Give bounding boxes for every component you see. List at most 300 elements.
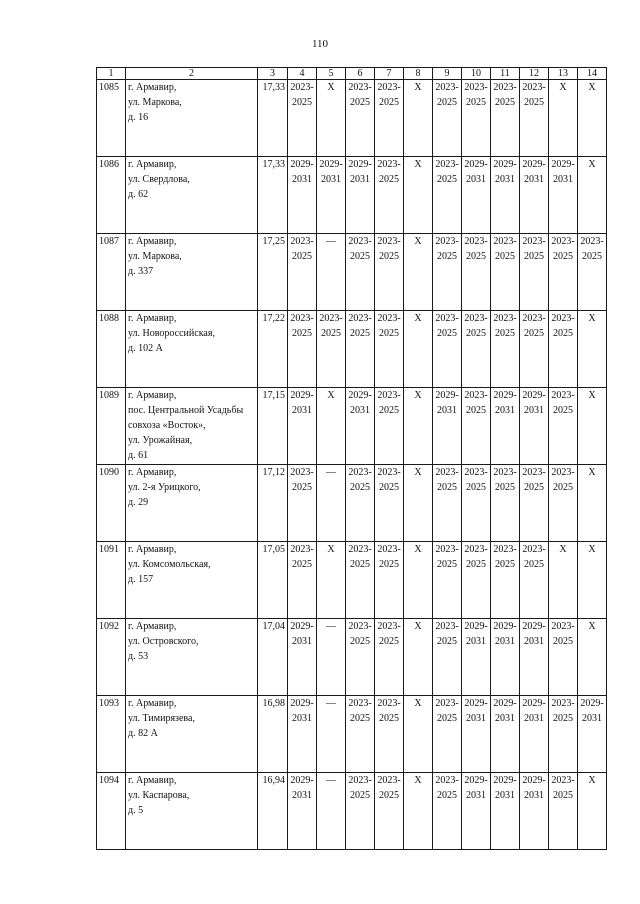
column-header-11: 11 xyxy=(491,68,520,80)
column-header-12: 12 xyxy=(520,68,549,80)
period-cell-col-7 xyxy=(375,773,404,850)
cell-line: 2031 xyxy=(350,405,370,416)
period-cell-col-4 xyxy=(288,80,317,157)
cell-line: д. 62 xyxy=(128,189,149,200)
period-cell-col-4 xyxy=(288,696,317,773)
period-cell-col-6 xyxy=(346,773,375,850)
cell-line: ул. Новороссийская, xyxy=(128,328,215,339)
schedule-table xyxy=(96,67,607,850)
cell-line: 2025 xyxy=(379,251,399,262)
cell-line: X xyxy=(559,544,567,555)
column-header-1: 1 xyxy=(97,68,126,80)
period-cell-col-13 xyxy=(549,696,578,773)
area-cell: 16,94 xyxy=(258,773,288,850)
period-cell-col-11 xyxy=(491,696,520,773)
address-cell xyxy=(126,311,258,388)
period-cell-col-5 xyxy=(317,157,346,234)
row-number: 1087 xyxy=(97,234,126,311)
row-number: 1093 xyxy=(97,696,126,773)
period-cell-col-14 xyxy=(578,311,607,388)
column-header-2: 2 xyxy=(126,68,258,80)
cell-line: 2025 xyxy=(466,559,486,570)
column-header-14: 14 xyxy=(578,68,607,80)
area-cell: 17,05 xyxy=(258,542,288,619)
period-cell-col-14 xyxy=(578,234,607,311)
period-cell-col-9 xyxy=(433,80,462,157)
period-cell-col-13 xyxy=(549,157,578,234)
cell-line: 2023- xyxy=(290,82,314,93)
cell-line: 2023- xyxy=(522,82,546,93)
cell-line: 2029- xyxy=(580,698,604,709)
period-cell-col-5 xyxy=(317,696,346,773)
area-cell: 16,98 xyxy=(258,696,288,773)
period-cell-col-13 xyxy=(549,234,578,311)
cell-line: 2025 xyxy=(379,790,399,801)
cell-line: 2025 xyxy=(437,328,457,339)
period-cell-col-9 xyxy=(433,773,462,850)
cell-line: 2029- xyxy=(319,159,343,170)
cell-line: 2029- xyxy=(435,390,459,401)
cell-line: 2031 xyxy=(292,636,312,647)
cell-line: — xyxy=(326,698,336,709)
address-cell xyxy=(126,773,258,850)
cell-line: 2023- xyxy=(290,313,314,324)
period-cell-col-13 xyxy=(549,388,578,465)
cell-line: г. Армавир, xyxy=(128,467,177,478)
period-cell-col-11 xyxy=(491,80,520,157)
cell-line: X xyxy=(588,82,596,93)
cell-line: 2031 xyxy=(553,174,573,185)
cell-line: ул. Свердлова, xyxy=(128,174,190,185)
cell-line: 2023- xyxy=(435,82,459,93)
period-cell-col-4 xyxy=(288,311,317,388)
cell-line: 2023- xyxy=(493,236,517,247)
row-number: 1094 xyxy=(97,773,126,850)
cell-line: 2029- xyxy=(522,159,546,170)
period-cell-col-10 xyxy=(462,773,491,850)
cell-line: X xyxy=(588,544,596,555)
cell-line: 2031 xyxy=(466,713,486,724)
cell-line: 2031 xyxy=(466,174,486,185)
table-row xyxy=(97,388,607,465)
area-cell: 17,33 xyxy=(258,157,288,234)
period-cell-col-11 xyxy=(491,773,520,850)
cell-line: 2023- xyxy=(290,544,314,555)
cell-line: 2025 xyxy=(437,251,457,262)
cell-line: 2025 xyxy=(553,328,573,339)
period-cell-col-10 xyxy=(462,619,491,696)
period-cell-col-14 xyxy=(578,542,607,619)
cell-line: д. 61 xyxy=(128,450,149,461)
cell-line: 2025 xyxy=(553,251,573,262)
period-cell-col-11 xyxy=(491,465,520,542)
period-cell-col-14 xyxy=(578,619,607,696)
cell-line: д. 337 xyxy=(128,266,154,277)
cell-line: X xyxy=(414,698,422,709)
cell-line: 2031 xyxy=(524,790,544,801)
cell-line: 2029- xyxy=(493,390,517,401)
period-cell-col-4 xyxy=(288,542,317,619)
period-cell-col-9 xyxy=(433,388,462,465)
cell-line: 2029- xyxy=(464,698,488,709)
cell-line: 2023- xyxy=(435,698,459,709)
period-cell-col-14 xyxy=(578,80,607,157)
table-row xyxy=(97,619,607,696)
address-cell xyxy=(126,388,258,465)
cell-line: X xyxy=(588,390,596,401)
cell-line: 2029- xyxy=(348,390,372,401)
period-cell-col-4 xyxy=(288,465,317,542)
cell-line: — xyxy=(326,621,336,632)
area-cell: 17,33 xyxy=(258,80,288,157)
cell-line: 2025 xyxy=(437,790,457,801)
cell-line: 2029- xyxy=(464,621,488,632)
cell-line: ул. Урожайная, xyxy=(128,435,193,446)
cell-line: 2025 xyxy=(379,97,399,108)
table-row xyxy=(97,465,607,542)
cell-line: 2029- xyxy=(290,698,314,709)
cell-line: 2031 xyxy=(350,174,370,185)
cell-line: 2029- xyxy=(493,698,517,709)
cell-line: 2029- xyxy=(348,159,372,170)
cell-line: 2031 xyxy=(524,636,544,647)
cell-line: 2025 xyxy=(437,482,457,493)
cell-line: 2023- xyxy=(464,82,488,93)
period-cell-col-10 xyxy=(462,388,491,465)
cell-line: 2031 xyxy=(292,405,312,416)
period-cell-col-10 xyxy=(462,542,491,619)
cell-line: 2025 xyxy=(466,97,486,108)
cell-line: 2025 xyxy=(350,636,370,647)
cell-line: 2025 xyxy=(582,251,602,262)
period-cell-col-8 xyxy=(404,80,433,157)
column-header-13: 13 xyxy=(549,68,578,80)
cell-line: 2023- xyxy=(377,390,401,401)
period-cell-col-12 xyxy=(520,234,549,311)
cell-line: 2023- xyxy=(551,621,575,632)
cell-line: 2023- xyxy=(348,621,372,632)
cell-line: 2029- xyxy=(464,775,488,786)
period-cell-col-10 xyxy=(462,465,491,542)
cell-line: 2023- xyxy=(319,313,343,324)
cell-line: 2025 xyxy=(524,251,544,262)
cell-line: X xyxy=(559,82,567,93)
period-cell-col-12 xyxy=(520,157,549,234)
period-cell-col-4 xyxy=(288,388,317,465)
cell-line: 2023- xyxy=(551,698,575,709)
cell-line: 2025 xyxy=(553,713,573,724)
cell-line: 2031 xyxy=(495,790,515,801)
cell-line: 2025 xyxy=(379,405,399,416)
period-cell-col-11 xyxy=(491,157,520,234)
period-cell-col-12 xyxy=(520,696,549,773)
period-cell-col-5 xyxy=(317,234,346,311)
period-cell-col-11 xyxy=(491,234,520,311)
cell-line: 2025 xyxy=(350,790,370,801)
cell-line: ул. Маркова, xyxy=(128,97,182,108)
cell-line: 2031 xyxy=(292,713,312,724)
cell-line: 2031 xyxy=(524,713,544,724)
table-row xyxy=(97,311,607,388)
period-cell-col-8 xyxy=(404,234,433,311)
area-cell: 17,22 xyxy=(258,311,288,388)
cell-line: г. Армавир, xyxy=(128,390,177,401)
cell-line: 2031 xyxy=(495,405,515,416)
period-cell-col-5 xyxy=(317,619,346,696)
period-cell-col-9 xyxy=(433,696,462,773)
period-cell-col-5 xyxy=(317,542,346,619)
cell-line: г. Армавир, xyxy=(128,775,177,786)
cell-line: 2023- xyxy=(377,313,401,324)
cell-line: 2029- xyxy=(493,775,517,786)
period-cell-col-6 xyxy=(346,465,375,542)
period-cell-col-5 xyxy=(317,773,346,850)
period-cell-col-6 xyxy=(346,388,375,465)
cell-line: 2031 xyxy=(495,713,515,724)
address-cell xyxy=(126,465,258,542)
cell-line: 2025 xyxy=(495,482,515,493)
period-cell-col-12 xyxy=(520,465,549,542)
period-cell-col-8 xyxy=(404,465,433,542)
period-cell-col-4 xyxy=(288,157,317,234)
cell-line: 2031 xyxy=(495,174,515,185)
cell-line: X xyxy=(414,621,422,632)
column-header-4: 4 xyxy=(288,68,317,80)
cell-line: 2025 xyxy=(292,97,312,108)
cell-line: г. Армавир, xyxy=(128,621,177,632)
cell-line: 2023- xyxy=(435,236,459,247)
cell-line: — xyxy=(326,236,336,247)
table-row xyxy=(97,696,607,773)
period-cell-col-6 xyxy=(346,696,375,773)
table-row xyxy=(97,80,607,157)
cell-line: 2023- xyxy=(522,467,546,478)
period-cell-col-11 xyxy=(491,311,520,388)
period-cell-col-5 xyxy=(317,311,346,388)
cell-line: 2029- xyxy=(522,698,546,709)
cell-line: 2029- xyxy=(493,159,517,170)
cell-line: 2023- xyxy=(551,313,575,324)
cell-line: 2029- xyxy=(290,775,314,786)
column-header-7: 7 xyxy=(375,68,404,80)
period-cell-col-8 xyxy=(404,311,433,388)
cell-line: 2031 xyxy=(495,636,515,647)
cell-line: 2025 xyxy=(379,482,399,493)
cell-line: 2023- xyxy=(377,698,401,709)
period-cell-col-13 xyxy=(549,773,578,850)
cell-line: 2023- xyxy=(464,467,488,478)
cell-line: ул. 2-я Урицкого, xyxy=(128,482,201,493)
cell-line: X xyxy=(414,775,422,786)
cell-line: 2025 xyxy=(524,328,544,339)
cell-line: 2023- xyxy=(435,159,459,170)
period-cell-col-8 xyxy=(404,388,433,465)
cell-line: 2025 xyxy=(379,328,399,339)
period-cell-col-6 xyxy=(346,619,375,696)
cell-line: 2023- xyxy=(435,775,459,786)
cell-line: 2025 xyxy=(553,482,573,493)
cell-line: 2023- xyxy=(551,236,575,247)
cell-line: 2023- xyxy=(580,236,604,247)
cell-line: X xyxy=(414,82,422,93)
cell-line: 2031 xyxy=(524,405,544,416)
cell-line: 2025 xyxy=(524,97,544,108)
area-cell: 17,25 xyxy=(258,234,288,311)
cell-line: 2031 xyxy=(292,790,312,801)
cell-line: 2025 xyxy=(437,174,457,185)
area-cell: 17,12 xyxy=(258,465,288,542)
cell-line: 2025 xyxy=(292,251,312,262)
row-number: 1091 xyxy=(97,542,126,619)
cell-line: 2023- xyxy=(551,775,575,786)
cell-line: 2025 xyxy=(379,559,399,570)
table-body xyxy=(97,68,607,850)
period-cell-col-4 xyxy=(288,773,317,850)
cell-line: ул. Каспарова, xyxy=(128,790,190,801)
cell-line: 2023- xyxy=(493,467,517,478)
row-number: 1089 xyxy=(97,388,126,465)
cell-line: 2023- xyxy=(464,313,488,324)
cell-line: — xyxy=(326,775,336,786)
cell-line: 2025 xyxy=(466,405,486,416)
period-cell-col-6 xyxy=(346,542,375,619)
period-cell-col-14 xyxy=(578,388,607,465)
cell-line: 2025 xyxy=(350,559,370,570)
cell-line: X xyxy=(588,775,596,786)
cell-line: г. Армавир, xyxy=(128,82,177,93)
cell-line: 2025 xyxy=(350,328,370,339)
cell-line: 2025 xyxy=(553,790,573,801)
cell-line: 2025 xyxy=(379,174,399,185)
period-cell-col-8 xyxy=(404,696,433,773)
period-cell-col-7 xyxy=(375,465,404,542)
period-cell-col-7 xyxy=(375,542,404,619)
cell-line: 2029- xyxy=(290,159,314,170)
cell-line: 2025 xyxy=(350,97,370,108)
column-header-9: 9 xyxy=(433,68,462,80)
cell-line: 2025 xyxy=(350,251,370,262)
address-cell xyxy=(126,619,258,696)
cell-line: 2025 xyxy=(466,328,486,339)
period-cell-col-9 xyxy=(433,465,462,542)
cell-line: 2025 xyxy=(292,328,312,339)
period-cell-col-11 xyxy=(491,619,520,696)
cell-line: ул. Комсомольская, xyxy=(128,559,211,570)
cell-line: 2023- xyxy=(493,82,517,93)
cell-line: 2025 xyxy=(524,559,544,570)
table-row xyxy=(97,157,607,234)
cell-line: X xyxy=(414,313,422,324)
cell-line: 2023- xyxy=(377,775,401,786)
cell-line: 2025 xyxy=(466,251,486,262)
cell-line: 2025 xyxy=(495,97,515,108)
period-cell-col-6 xyxy=(346,157,375,234)
cell-line: 2023- xyxy=(377,621,401,632)
cell-line: 2023- xyxy=(435,544,459,555)
cell-line: X xyxy=(327,544,335,555)
cell-line: 2023- xyxy=(464,390,488,401)
table-row xyxy=(97,773,607,850)
period-cell-col-9 xyxy=(433,311,462,388)
period-cell-col-9 xyxy=(433,234,462,311)
area-cell: 17,04 xyxy=(258,619,288,696)
cell-line: 2031 xyxy=(524,174,544,185)
cell-line: 2029- xyxy=(522,775,546,786)
page-number: 110 xyxy=(311,38,329,50)
cell-line: 2023- xyxy=(493,544,517,555)
cell-line: — xyxy=(326,467,336,478)
cell-line: 2025 xyxy=(495,251,515,262)
cell-line: д. 16 xyxy=(128,112,149,123)
cell-line: 2025 xyxy=(437,713,457,724)
cell-line: X xyxy=(588,621,596,632)
cell-line: 2029- xyxy=(522,621,546,632)
cell-line: X xyxy=(588,313,596,324)
period-cell-col-13 xyxy=(549,619,578,696)
cell-line: 2023- xyxy=(522,236,546,247)
cell-line: 2025 xyxy=(292,559,312,570)
row-number: 1090 xyxy=(97,465,126,542)
period-cell-col-12 xyxy=(520,388,549,465)
cell-line: 2025 xyxy=(350,713,370,724)
period-cell-col-12 xyxy=(520,311,549,388)
cell-line: 2029- xyxy=(522,390,546,401)
row-number: 1088 xyxy=(97,311,126,388)
cell-line: совхоза «Восток», xyxy=(128,420,206,431)
cell-line: 2025 xyxy=(437,559,457,570)
period-cell-col-10 xyxy=(462,234,491,311)
cell-line: г. Армавир, xyxy=(128,313,177,324)
cell-line: 2023- xyxy=(464,236,488,247)
cell-line: 2031 xyxy=(292,174,312,185)
cell-line: 2025 xyxy=(524,482,544,493)
period-cell-col-10 xyxy=(462,157,491,234)
cell-line: ул. Маркова, xyxy=(128,251,182,262)
period-cell-col-7 xyxy=(375,388,404,465)
cell-line: 2025 xyxy=(466,482,486,493)
period-cell-col-6 xyxy=(346,234,375,311)
cell-line: 2023- xyxy=(522,313,546,324)
cell-line: 2023- xyxy=(377,82,401,93)
cell-line: д. 53 xyxy=(128,651,149,662)
period-cell-col-8 xyxy=(404,542,433,619)
cell-line: 2029- xyxy=(464,159,488,170)
cell-line: 2023- xyxy=(377,544,401,555)
period-cell-col-9 xyxy=(433,157,462,234)
cell-line: 2025 xyxy=(495,559,515,570)
cell-line: 2023- xyxy=(435,621,459,632)
cell-line: г. Армавир, xyxy=(128,698,177,709)
cell-line: X xyxy=(414,467,422,478)
cell-line: 2025 xyxy=(379,713,399,724)
row-number: 1086 xyxy=(97,157,126,234)
address-cell xyxy=(126,234,258,311)
cell-line: X xyxy=(588,159,596,170)
cell-line: X xyxy=(414,236,422,247)
period-cell-col-5 xyxy=(317,388,346,465)
cell-line: 2031 xyxy=(466,636,486,647)
column-header-8: 8 xyxy=(404,68,433,80)
period-cell-col-7 xyxy=(375,311,404,388)
period-cell-col-12 xyxy=(520,619,549,696)
period-cell-col-11 xyxy=(491,388,520,465)
cell-line: 2025 xyxy=(379,636,399,647)
period-cell-col-13 xyxy=(549,542,578,619)
cell-line: ул. Островского, xyxy=(128,636,199,647)
cell-line: 2023- xyxy=(435,313,459,324)
cell-line: д. 102 А xyxy=(128,343,163,354)
cell-line: 2029- xyxy=(290,390,314,401)
